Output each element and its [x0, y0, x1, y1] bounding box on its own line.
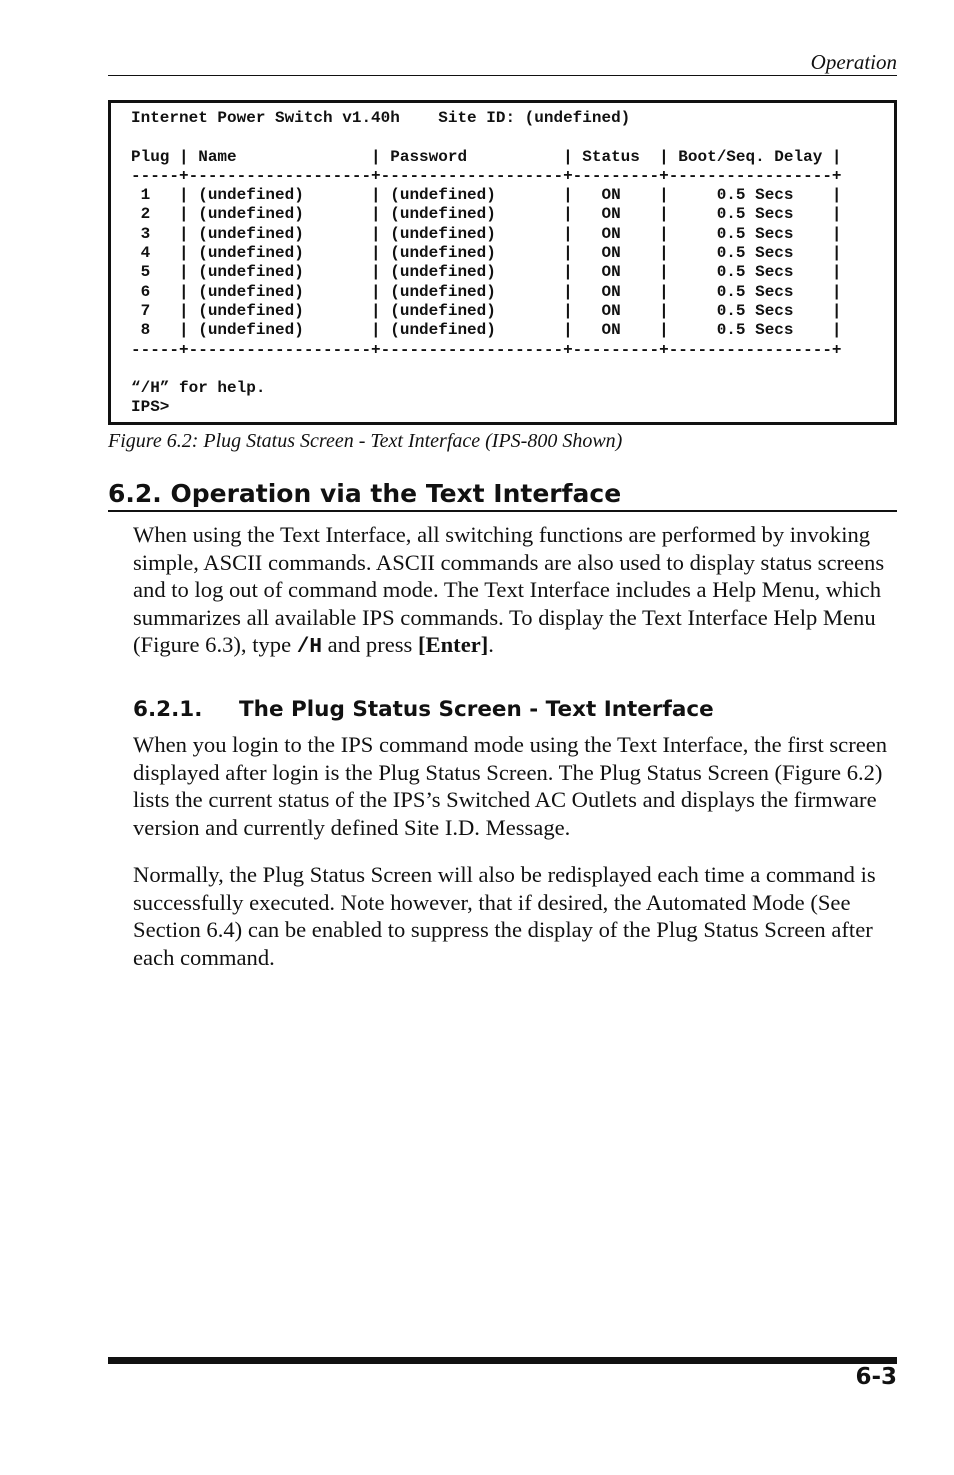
enter-key: [Enter]: [418, 632, 489, 658]
footer-rule: [108, 1357, 897, 1364]
help-command: /H: [296, 636, 322, 660]
header-rule: [108, 75, 897, 76]
terminal-screen-figure: [108, 100, 897, 425]
section-heading: 6.2. Operation via the Text Interface: [108, 478, 897, 512]
intro-text: When using the Text Interface, all switching functions are performed by invoking simple, ASCII commands. ASCII commands are also used to display status screens and to log out of command mode. The Text Interface includes a Help Menu, which summarizes all available IPS commands. To display the Text Interface Help Menu (Figure 6.3), type: [133, 522, 885, 658]
section-intro-paragraph: [133, 521, 903, 662]
intro-text-between: and press: [322, 632, 419, 658]
page-number: 6-3: [855, 1364, 897, 1390]
running-header: Operation: [810, 50, 897, 74]
figure-caption: Figure 6.2: Plug Status Screen - Text Interface (IPS-800 Shown): [108, 430, 623, 452]
subsection-paragraph-1: When you login to the IPS command mode using the Text Interface, the first screen displayed after login is the Plug Status Screen. The Plug Status Screen (Figure 6.2) lists the current status of the IPS’s Switched AC Outlets and displays the firmware version and currently defined Site I.D. Message.: [133, 732, 888, 840]
terminal-text: Internet Power Switch v1.40h Site ID: (undefined) Plug | Name | Password | Status | Boot/Seq. Delay | -----+-------------------+-------------------+---------+-----------------+ 1 | (undefined) | (undefined) | ON | 0.5 Secs | 2 | (undefined) | (undefined) | ON | 0.5 Secs | 3 | (undefined) | (undefined) | ON | 0.5 Secs | 4 | (undefined) | (undefined) | ON | 0.5 Secs | 5 | (undefined) | (undefined) | ON | 0.5 Secs | 6 | (undefined) | (undefined) | ON | 0.5 Secs | 7 | (undefined) | (undefined) | ON | 0.5 Secs | 8 | (undefined) | (undefined) | ON | 0.5 Secs | -----+-------------------+-------------------+---------+-----------------+ “/H” for help. IPS>: [131, 109, 842, 417]
subsection-number: 6.2.1.: [133, 697, 203, 722]
intro-text-end: .: [488, 632, 494, 658]
subsection-heading: [133, 695, 714, 725]
subsection-title: The Plug Status Screen - Text Interface: [239, 697, 714, 722]
subsection-paragraph-2: Normally, the Plug Status Screen will also be redisplayed each time a command is successfully executed. Note however, that if desired, the Automated Mode (See Section 6.4) can be enabled to suppress the display of the Plug Status Screen after each command.: [133, 862, 876, 970]
